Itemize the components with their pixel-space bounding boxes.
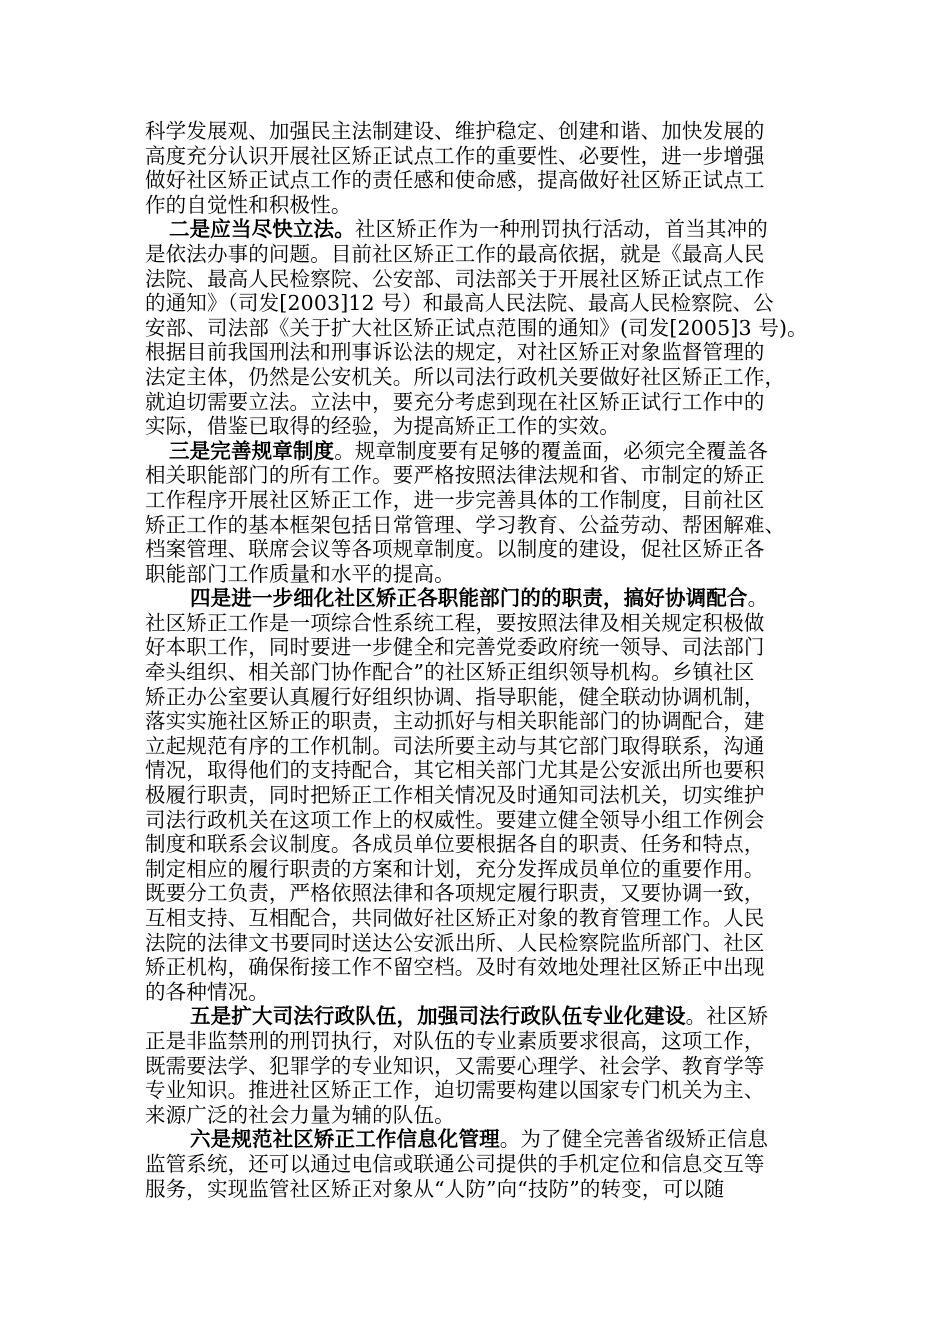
text-line bbox=[145, 267, 825, 292]
text-line bbox=[145, 217, 825, 242]
body-text: 落实实施社区矫正的职责，主动抓好与相关职能部门的协调配合，建 bbox=[145, 709, 765, 734]
body-text: 社区矫正工作是一项综合性系统工程，要按照法律及相关规定积极做 bbox=[145, 610, 765, 635]
text-line bbox=[145, 611, 825, 636]
text-line bbox=[145, 144, 825, 169]
body-text: 实际，借鉴已取得的经验，为提高矫正工作的实效。 bbox=[145, 414, 620, 439]
text-line bbox=[145, 660, 825, 685]
text-line bbox=[145, 1029, 825, 1054]
bold-heading-text: 二是应当尽快立法。 bbox=[169, 217, 355, 242]
text-line bbox=[145, 906, 825, 931]
text-line bbox=[145, 783, 825, 808]
body-text: 根据目前我国刑法和刑事诉讼法的规定，对社区矫正对象监督管理的 bbox=[145, 340, 765, 365]
text-line bbox=[145, 1054, 825, 1079]
body-text: 牵头组织、相关部门协作配合”的社区矫正组织领导机构。乡镇社区 bbox=[145, 660, 755, 685]
body-text: 高度充分认识开展社区矫正试点工作的重要性、必要性，进一步增强 bbox=[145, 143, 765, 168]
body-text: 专业知识。推进社区矫正工作，迫切需要构建以国家专门机关为主、 bbox=[145, 1078, 765, 1103]
text-line bbox=[145, 586, 825, 611]
text-line bbox=[145, 1127, 825, 1152]
body-text: 档案管理、联席会议等各项规章制度。以制度的建设，促社区矫正各 bbox=[145, 537, 765, 562]
text-line bbox=[145, 242, 825, 267]
body-text: 既需要法学、犯罪学的专业知识，又需要心理学、社会学、教育学等 bbox=[145, 1053, 765, 1078]
body-text: 司法行政机关在这项工作上的权威性。要建立健全领导小组工作例会 bbox=[145, 807, 765, 832]
text-line bbox=[145, 513, 825, 538]
text-line bbox=[145, 193, 825, 218]
body-text: 好本职工作，同时要进一步健全和完善党委政府统一领导、司法部门 bbox=[145, 635, 765, 660]
body-text: 。为了健全完善省级矫正信息 bbox=[499, 1127, 769, 1152]
bold-heading-text: 六是规范社区矫正工作信息化管理 bbox=[190, 1127, 500, 1152]
body-text: 的各种情况。 bbox=[145, 979, 269, 1004]
text-line bbox=[145, 881, 825, 906]
body-text: 是依法办事的问题。目前社区矫正工作的最高依据，就是《最高人民 bbox=[145, 241, 765, 266]
body-text: 科学发展观、加强民主法制建设、维护稳定、创建和谐、加快发展的 bbox=[145, 119, 765, 143]
body-text: 矫正机构，确保衔接工作不留空档。及时有效地处理社区矫正中出现 bbox=[145, 955, 765, 980]
text-line bbox=[145, 931, 825, 956]
body-text: 。社区矫 bbox=[685, 1004, 769, 1029]
body-text: 立起规范有序的工作机制。司法所要主动与其它部门取得联系，沟通 bbox=[145, 733, 765, 758]
text-line bbox=[145, 1078, 825, 1103]
body-text: 矫正工作的基本框架包括日常管理、学习教育、公益劳动、帮困解难、 bbox=[145, 512, 786, 537]
body-text: 职能部门工作质量和水平的提高。 bbox=[145, 561, 455, 586]
text-line bbox=[145, 439, 825, 464]
text-line bbox=[145, 709, 825, 734]
body-text: 矫正办公室要认真履行好组织协调、指导职能，健全联动协调机制， bbox=[145, 684, 765, 709]
text-line bbox=[145, 832, 825, 857]
text-line bbox=[145, 635, 825, 660]
body-text: 就迫切需要立法。立法中，要充分考虑到现在社区矫正试行工作中的 bbox=[145, 389, 765, 414]
text-line bbox=[145, 857, 825, 882]
body-text: 既要分工负责，严格依照法律和各项规定履行职责，又要协调一致， bbox=[145, 881, 765, 906]
body-text: 服务，实现监管社区矫正对象从“人防”向“技防”的转变，可以随 bbox=[145, 1176, 725, 1201]
bold-heading-text: 三是完善规章制度 bbox=[169, 438, 335, 463]
body-text: 。规章制度要有足够的覆盖面，必须完全覆盖各 bbox=[334, 438, 768, 463]
bold-heading-text: 五是扩大司法行政队伍，加强司法行政队伍专业化建设 bbox=[190, 1004, 686, 1029]
text-line bbox=[145, 1152, 825, 1177]
text-line bbox=[145, 365, 825, 390]
body-text: 法定主体，仍然是公安机关。所以司法行政机关要做好社区矫正工作， bbox=[145, 364, 786, 389]
text-line bbox=[145, 808, 825, 833]
body-text: 法院的法律文书要同时送达公安派出所、人民检察院监所部门、社区 bbox=[145, 930, 765, 955]
text-line bbox=[145, 119, 825, 144]
text-line bbox=[145, 537, 825, 562]
text-line bbox=[145, 758, 825, 783]
document-body bbox=[145, 119, 825, 1201]
body-text: 制定相应的履行职责的方案和计划，充分发挥成员单位的重要作用。 bbox=[145, 856, 765, 881]
body-text: 作的自觉性和积极性。 bbox=[145, 192, 352, 217]
text-line bbox=[145, 168, 825, 193]
text-line bbox=[145, 414, 825, 439]
body-text: 来源广泛的社会力量为辅的队伍。 bbox=[145, 1102, 455, 1127]
text-line bbox=[145, 463, 825, 488]
body-text: 工作程序开展社区矫正工作，进一步完善具体的工作制度，目前社区 bbox=[145, 487, 765, 512]
bold-heading-text: 四是进一步细化社区矫正各职能部门的的职责，搞好协调配合 bbox=[190, 586, 748, 611]
body-text: 制度和联系会议制度。各成员单位要根据各自的职责、任务和特点， bbox=[145, 832, 765, 857]
body-text: 。 bbox=[747, 586, 769, 611]
text-line bbox=[145, 488, 825, 513]
text-line bbox=[145, 340, 825, 365]
text-line bbox=[145, 1004, 825, 1029]
text-line bbox=[145, 734, 825, 759]
text-line bbox=[145, 562, 825, 587]
text-line bbox=[145, 390, 825, 415]
body-text: 监管系统，还可以通过电信或联通公司提供的手机定位和信息交互等 bbox=[145, 1151, 765, 1176]
text-line bbox=[145, 980, 825, 1005]
text-line bbox=[145, 1103, 825, 1128]
text-line bbox=[145, 685, 825, 710]
body-text: 正是非监禁刑的刑罚执行，对队伍的专业素质要求很高，这项工作， bbox=[145, 1028, 765, 1053]
text-line bbox=[145, 1177, 825, 1202]
body-text: 做好社区矫正试点工作的责任感和使命感，提高做好社区矫正试点工 bbox=[145, 168, 765, 193]
body-text: 情况，取得他们的支持配合，其它相关部门尤其是公安派出所也要积 bbox=[145, 758, 765, 783]
body-text: 社区矫正作为一种刑罚执行活动，首当其冲的 bbox=[354, 217, 768, 242]
text-line bbox=[145, 316, 825, 341]
body-text: 互相支持、互相配合，共同做好社区矫正对象的教育管理工作。人民 bbox=[145, 906, 765, 930]
body-text: 极履行职责，同时把矫正工作相关情况及时通知司法机关，切实维护 bbox=[145, 783, 765, 808]
body-text: 安部、司法部《关于扩大社区矫正试点范围的通知》(司发[2005]3 号)。 bbox=[145, 315, 808, 340]
text-line bbox=[145, 291, 825, 316]
text-line bbox=[145, 955, 825, 980]
body-text: 的通知》（司发[2003]12 号）和最高人民法院、最高人民检察院、公 bbox=[145, 291, 774, 316]
body-text: 法院、最高人民检察院、公安部、司法部关于开展社区矫正试点工作 bbox=[145, 266, 765, 291]
body-text: 相关职能部门的所有工作。要严格按照法律法规和省、市制定的矫正 bbox=[145, 463, 765, 488]
